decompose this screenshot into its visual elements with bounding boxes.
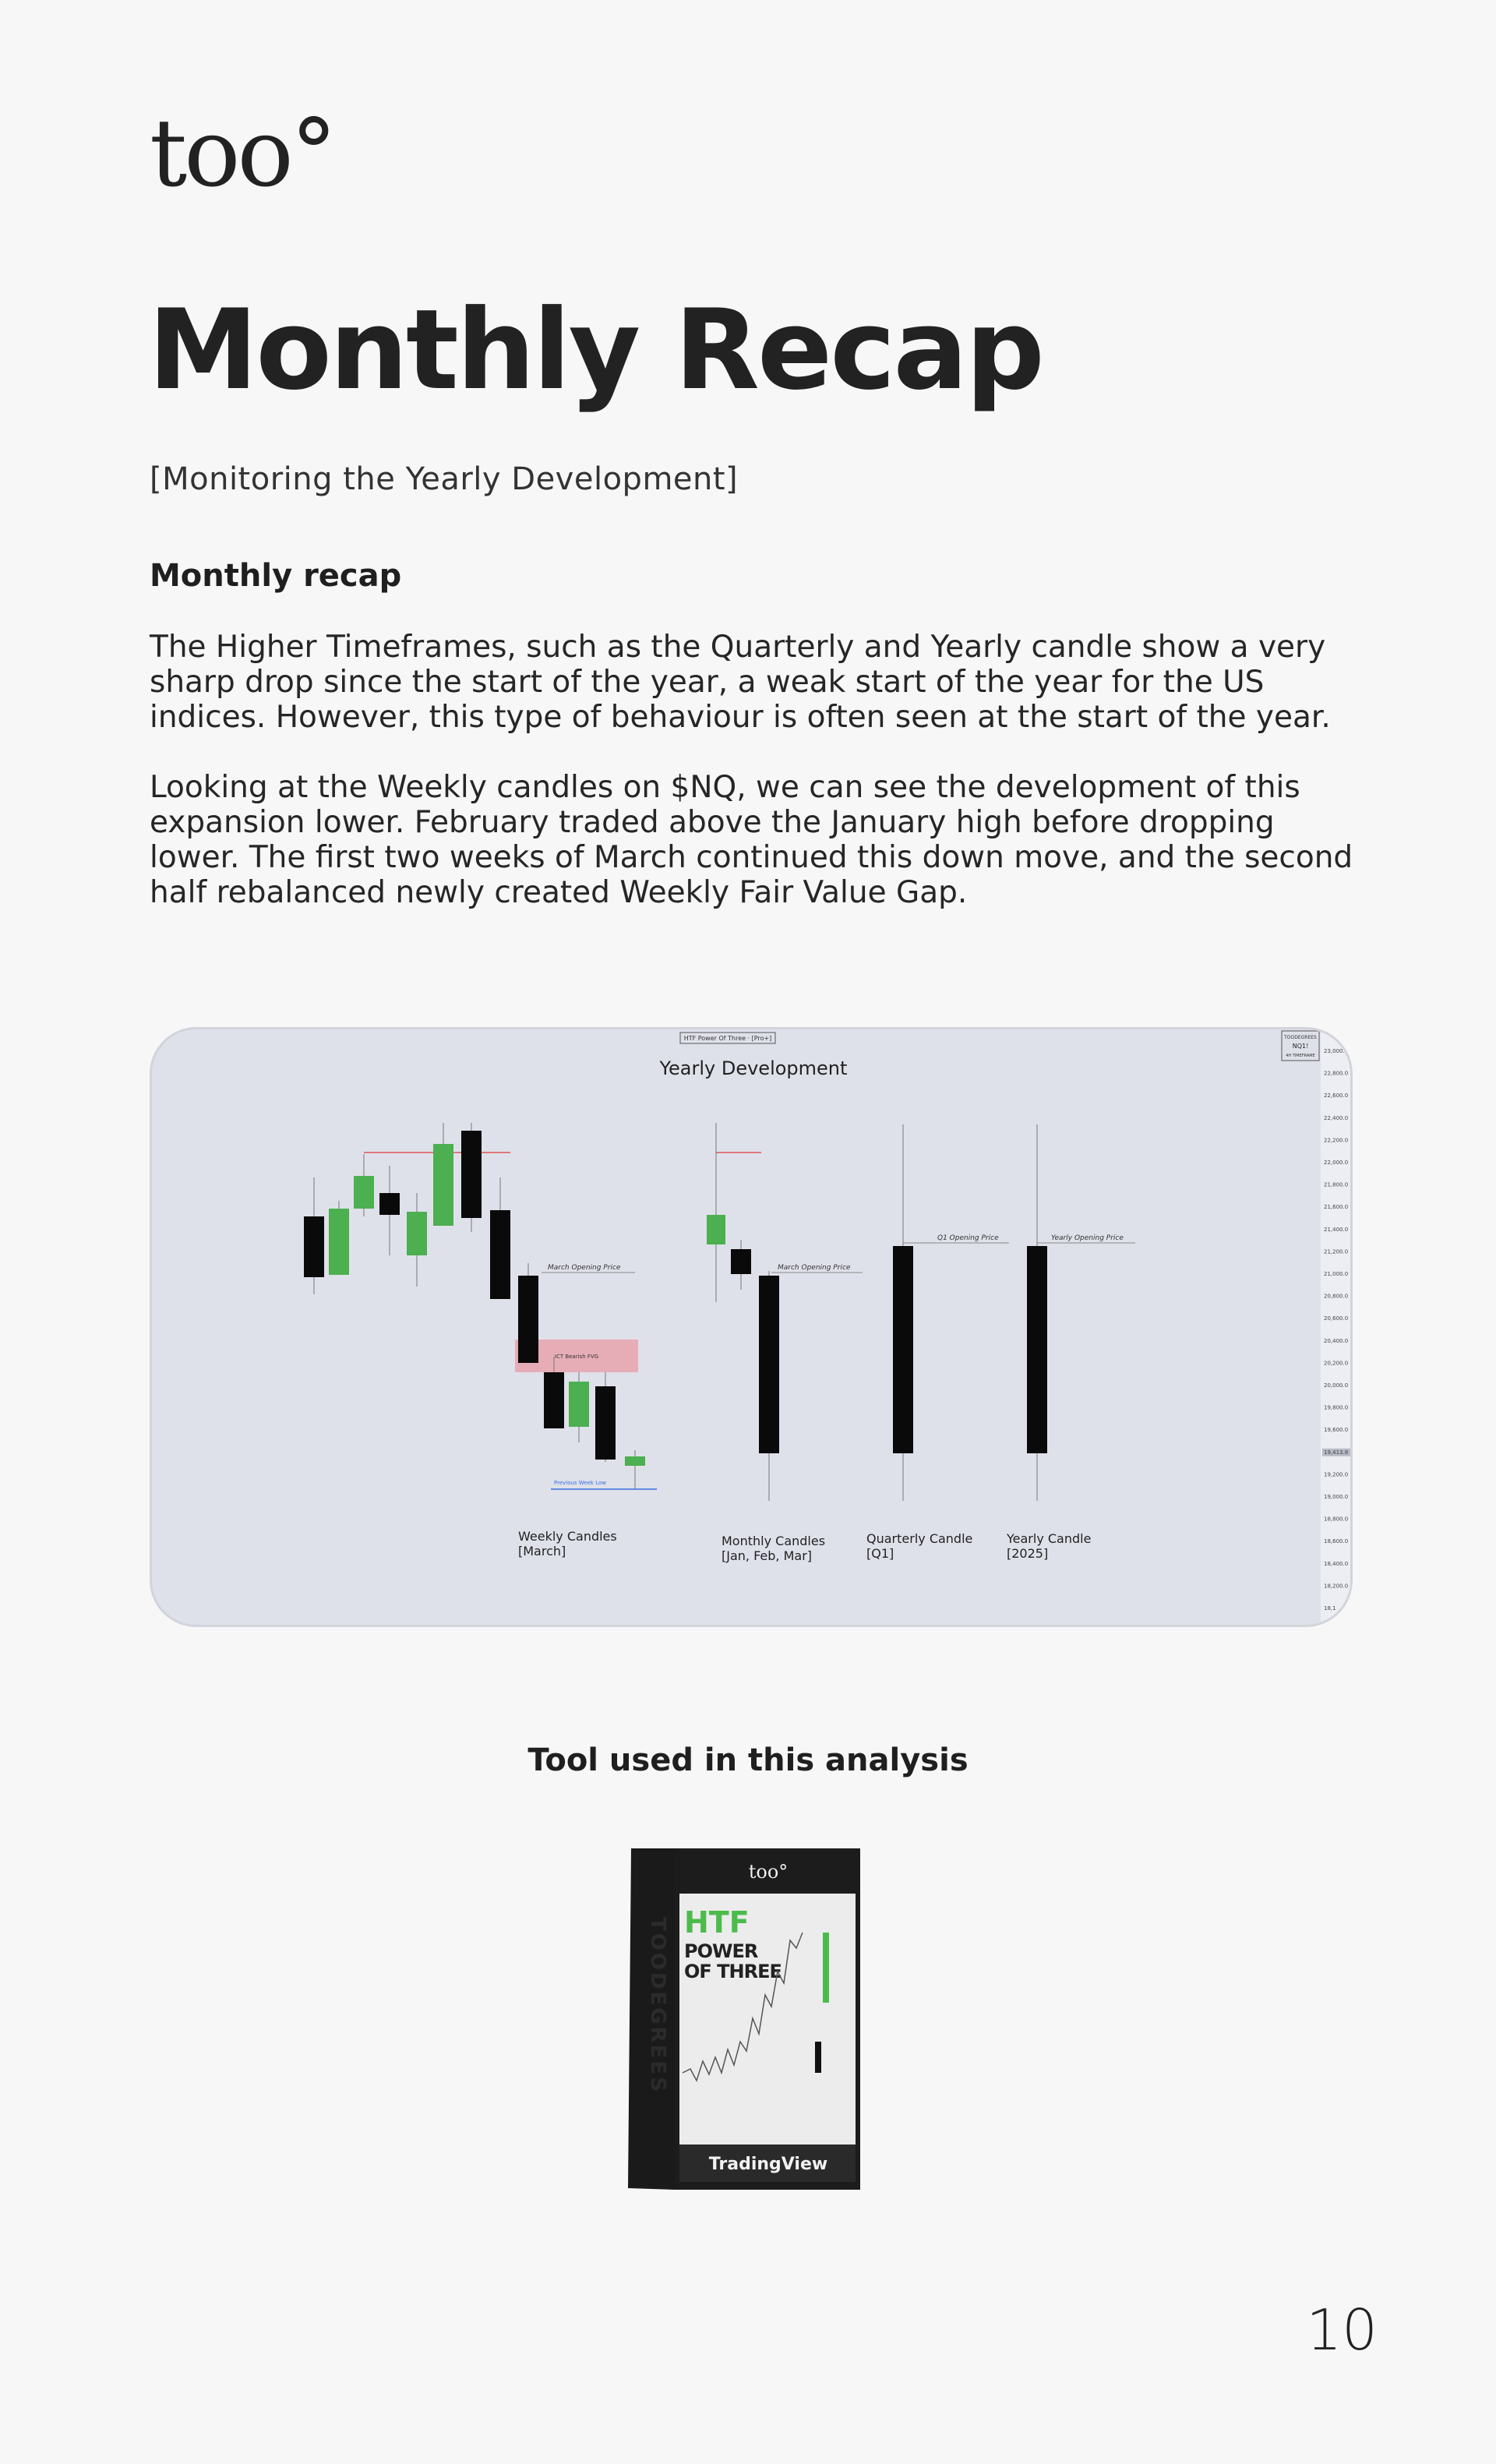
- paragraph-2: Looking at the Weekly candles on $NQ, we can see the development of this expansion lower. February traded above the January high before dropping lower. The first two weeks of March continued this down move, and the second half rebalanced newly created Weekly Fair Value Gap.: [150, 770, 1353, 910]
- bear-candle: [490, 1210, 510, 1299]
- price-tick-label: 19,000.0: [1324, 1494, 1349, 1500]
- group-label-yearly: Yearly Candle: [1007, 1531, 1092, 1546]
- price-tick-label: 20,200.0: [1324, 1360, 1349, 1367]
- price-tick-label: 18,200.0: [1324, 1583, 1349, 1590]
- brand-logo: too°: [150, 100, 334, 208]
- bear-candle: [544, 1372, 564, 1428]
- yearly-development-chart: [150, 1027, 1353, 1627]
- bull-candle: [569, 1382, 589, 1427]
- price-tick-label: 23,000.0: [1324, 1048, 1349, 1054]
- group-label-quarterly: Quarterly Candle: [866, 1531, 973, 1546]
- bear-candle: [731, 1249, 751, 1274]
- price-tick-label: 18,1: [1324, 1605, 1336, 1611]
- candles: [304, 1123, 1047, 1501]
- price-tick-label: 22,200.0: [1324, 1137, 1349, 1144]
- paragraph-1: The Higher Timeframes, such as the Quarterly and Yearly candle show a very sharp drop since the start of the year, a weak start of the year for the US indices. However, this type of behaviour is often seen at the start of the year.: [150, 630, 1331, 735]
- bear-candle: [1027, 1246, 1047, 1453]
- price-tick-label: 21,800.0: [1324, 1181, 1349, 1188]
- bull-candle: [329, 1209, 349, 1275]
- page-number: 10: [1306, 2297, 1378, 2363]
- bear-candle: [759, 1276, 779, 1453]
- price-tick-label: 22,800.0: [1324, 1070, 1349, 1077]
- price-tick-label: 20,400.0: [1324, 1337, 1349, 1344]
- price-tick-label: 22,000.0: [1324, 1160, 1349, 1166]
- group-sublabel-yearly: [2025]: [1007, 1546, 1049, 1561]
- box-title-line3: OF THREE: [684, 1961, 782, 1982]
- price-tick-label: 21,600.0: [1324, 1204, 1349, 1211]
- group-sublabel-quarterly: [Q1]: [866, 1546, 894, 1561]
- price-tick-label: 19,200.0: [1324, 1471, 1349, 1478]
- yearly-open-label: Yearly Opening Price: [1051, 1234, 1124, 1242]
- bear-candle: [304, 1216, 324, 1277]
- bear-candle: [893, 1246, 913, 1453]
- price-tick-label: 19,600.0: [1324, 1427, 1349, 1434]
- march-open-label-2: March Opening Price: [778, 1264, 851, 1272]
- price-tick-label: 21,200.0: [1324, 1248, 1349, 1255]
- price-tick-label: 18,600.0: [1324, 1538, 1349, 1545]
- bull-candle: [433, 1144, 453, 1226]
- box-title-accent: HTF: [684, 1905, 750, 1940]
- price-tick-label: 21,400.0: [1324, 1226, 1349, 1233]
- group-sublabel-weekly: [March]: [518, 1544, 566, 1559]
- tool-heading: Tool used in this analysis: [527, 1742, 969, 1778]
- bull-candle: [354, 1176, 374, 1209]
- symbol-brand: TOODEGREES: [1284, 1035, 1317, 1040]
- q1-open-label: Q1 Opening Price: [937, 1234, 999, 1242]
- price-tick-label: 18,400.0: [1324, 1560, 1349, 1567]
- symbol-timeframe: 4H TIMEFRAME: [1286, 1054, 1315, 1058]
- bear-candle: [461, 1131, 482, 1218]
- price-tick-label: 22,400.0: [1324, 1114, 1349, 1121]
- page-title: Monthly Recap: [148, 286, 1043, 415]
- price-tick-label: 21,000.0: [1324, 1271, 1349, 1277]
- box-bear-candle: [815, 2042, 821, 2073]
- indicator-tag: HTF Power Of Three · [Pro+]: [683, 1035, 772, 1042]
- bull-candle: [407, 1212, 427, 1255]
- product-box-image: [628, 1847, 862, 2190]
- section-heading: Monthly recap: [150, 558, 402, 594]
- price-tick-label: 19,800.0: [1324, 1404, 1349, 1411]
- price-tick-label: 22,600.0: [1324, 1093, 1349, 1100]
- group-label-weekly: Weekly Candles: [518, 1529, 617, 1544]
- bear-candle: [595, 1386, 616, 1460]
- bear-candle: [518, 1276, 538, 1363]
- price-tick-label: 20,000.0: [1324, 1382, 1349, 1389]
- bear-candle: [379, 1193, 400, 1215]
- fvg-label: ICT Bearish FVG: [554, 1354, 599, 1360]
- price-tick-label: 20,600.0: [1324, 1315, 1349, 1322]
- group-label-monthly: Monthly Candles: [722, 1534, 826, 1548]
- box-title-line2: POWER: [684, 1940, 758, 1962]
- price-tick-label: 18,800.0: [1324, 1516, 1349, 1523]
- box-logo: too°: [748, 1861, 789, 1883]
- price-tick-label: 19,413.8: [1324, 1449, 1349, 1456]
- box-bull-candle: [823, 1933, 829, 2003]
- box-footer-brand: TradingView: [708, 2155, 828, 2174]
- price-tick-label: 20,800.0: [1324, 1293, 1349, 1300]
- box-side-text: TOODEGREES: [646, 1917, 669, 2094]
- bull-candle: [707, 1215, 725, 1244]
- page-subtitle: [Monitoring the Yearly Development]: [150, 461, 739, 497]
- previous-week-low-label: Previous Week Low: [554, 1480, 606, 1486]
- symbol-ticker: NQ1!: [1292, 1043, 1309, 1050]
- bull-candle: [625, 1456, 645, 1466]
- chart-title: Yearly Development: [659, 1057, 848, 1079]
- group-sublabel-monthly: [Jan, Feb, Mar]: [722, 1548, 813, 1563]
- march-open-label-1: March Opening Price: [548, 1264, 621, 1272]
